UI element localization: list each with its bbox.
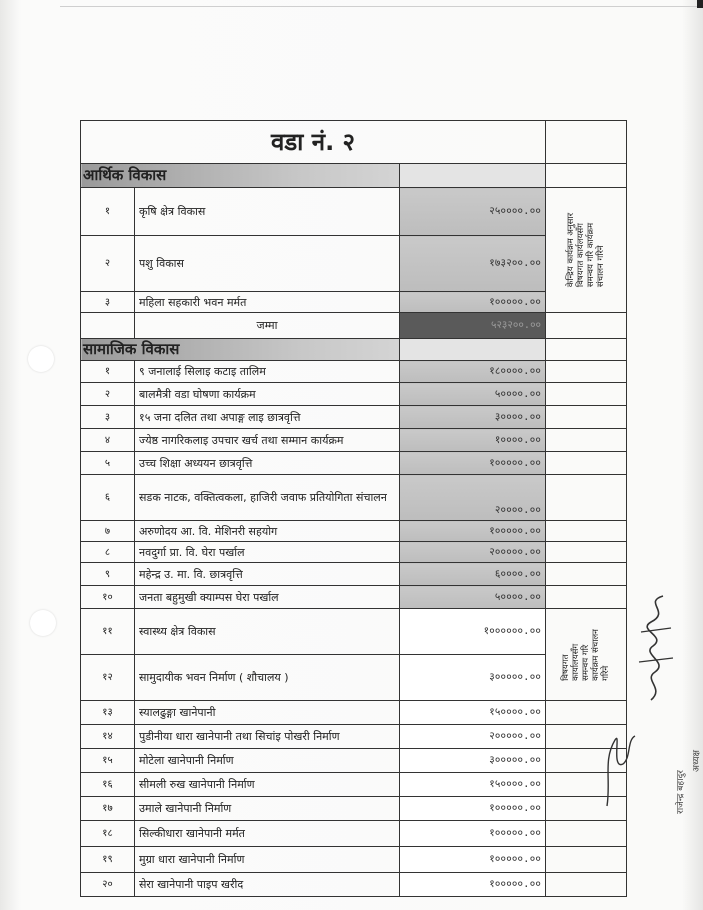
row-amount: १००००.०० [400, 429, 546, 452]
row-label: जनता बहुमुखी क्याम्पस घेरा पर्खाल [135, 586, 400, 609]
table-row [81, 383, 627, 406]
row-number: १७ [81, 797, 135, 821]
row-number: ६ [81, 475, 135, 521]
row-amount: २५००००.०० [400, 188, 546, 236]
table-row [81, 773, 627, 797]
row-amount: ५००००.०० [400, 586, 546, 609]
row-label: बालमैत्री वडा घोषणा कार्यक्रम [135, 383, 400, 406]
row-amount: १०००००.०० [400, 821, 546, 847]
row-label: सिल्कीधारा खानेपानी मर्मत [135, 821, 400, 847]
row-number: १० [81, 586, 135, 609]
row-label: स्वास्थ्य क्षेत्र विकास [135, 609, 400, 655]
row-amount: १०००००.०० [400, 873, 546, 897]
row-number: १३ [81, 701, 135, 725]
remark-economic: केन्द्रिय कार्यक्रम अनुसार विषयगत कार्यलयसँग समन्वय गरि कार्यक्रम संचालन गरिने [546, 188, 627, 313]
table-row [81, 452, 627, 475]
scan-corner-mark [697, 0, 703, 8]
row-label: स्यालढुङ्गा खानेपानी [135, 701, 400, 725]
stamp-signature [601, 720, 661, 810]
row-amount: १०००००.०० [400, 292, 546, 313]
row-number: १२ [81, 655, 135, 701]
page-title: वडा नं. २ [81, 121, 546, 164]
row-label: ९ जनालाई सिलाइ कटाइ तालिम [135, 361, 400, 383]
row-label: पशु विकास [135, 236, 400, 292]
row-amount: १५००००.०० [400, 773, 546, 797]
table-row [81, 406, 627, 429]
row-label: कृषि क्षेत्र विकास [135, 188, 400, 236]
row-amount: १०००००.०० [400, 797, 546, 821]
table-row [81, 873, 627, 897]
row-amount: १००००००.०० [400, 609, 546, 655]
row-amount: १०००००.०० [400, 847, 546, 873]
row-number: ९ [81, 563, 135, 586]
row-number: १९ [81, 847, 135, 873]
row-number: ११ [81, 609, 135, 655]
stamp-role: अध्यक्ष [692, 750, 702, 772]
table-row [81, 429, 627, 452]
row-number: २ [81, 236, 135, 292]
row-number: ४ [81, 429, 135, 452]
row-number: ३ [81, 292, 135, 313]
row-label: सामुदायीक भवन निर्माण ( शौचालय ) [135, 655, 400, 701]
section-header-row [81, 164, 627, 188]
total-label: जम्मा [135, 313, 400, 339]
table-row [81, 542, 627, 563]
row-number: १ [81, 361, 135, 383]
row-number: ३ [81, 406, 135, 429]
row-label: नवदुर्गा प्रा. वि. घेरा पर्खाल [135, 542, 400, 563]
row-label: सीमली रुख खानेपानी निर्माण [135, 773, 400, 797]
table-row [81, 797, 627, 821]
row-number: १५ [81, 749, 135, 773]
row-amount: २०००००.०० [400, 725, 546, 749]
row-amount: १७३२००.०० [400, 236, 546, 292]
row-number: १६ [81, 773, 135, 797]
table-row [81, 586, 627, 609]
row-amount: ६००००.०० [400, 563, 546, 586]
row-amount: १०००००.०० [400, 452, 546, 475]
row-number: ७ [81, 521, 135, 542]
row-amount: २०००००.०० [400, 542, 546, 563]
row-amount: ३०००००.०० [400, 655, 546, 701]
section-header-row [81, 339, 627, 361]
row-label: पुडीनीया धारा खानेपानी तथा सिचांइ पोखरी निर्माण [135, 725, 400, 749]
row-amount: ३०००००.०० [400, 749, 546, 773]
row-label: अरुणोदय आ. वि. मेशिनरी सहयोग [135, 521, 400, 542]
row-number: ८ [81, 542, 135, 563]
row-label: मोटेला खानेपानी निर्माण [135, 749, 400, 773]
scan-top-line [60, 6, 700, 7]
table-row [81, 361, 627, 383]
stamp-scribble [601, 720, 661, 810]
table-row [81, 475, 627, 521]
table-row [81, 749, 627, 773]
title-row-blank [546, 121, 627, 164]
row-label: सेरा खानेपानी पाइप खरीद [135, 873, 400, 897]
table-row [81, 847, 627, 873]
punch-hole-bottom [30, 610, 56, 636]
row-number: २ [81, 383, 135, 406]
row-amount: १०००००.०० [400, 521, 546, 542]
row-label: उच्च शिक्षा अध्ययन छात्रवृत्ति [135, 452, 400, 475]
row-label: १५ जना दलित तथा अपाङ्ग लाइ छात्रवृत्ति [135, 406, 400, 429]
section-heading-social: सामाजिक विकास [81, 339, 400, 361]
total-row [81, 313, 627, 339]
row-label: मुग्रा धारा खानेपानी निर्माण [135, 847, 400, 873]
row-label: सडक नाटक, वक्तित्वकला, हाजिरी जवाफ प्रतियोगिता संचालन [135, 475, 400, 521]
row-number: ५ [81, 452, 135, 475]
remark-social: विषयगत कार्यालयसँग समन्वय गरि कार्यक्रम संचालन गरिने [546, 609, 627, 701]
table-row [81, 609, 627, 655]
row-amount: ३००००.०० [400, 406, 546, 429]
row-number: २० [81, 873, 135, 897]
table-row [81, 821, 627, 847]
handwritten-signature [633, 592, 679, 712]
table-row [81, 563, 627, 586]
row-amount: १८००००.०० [400, 361, 546, 383]
table-row [81, 725, 627, 749]
table-row [81, 521, 627, 542]
row-amount: २००००.०० [400, 475, 546, 521]
row-amount: १५००००.०० [400, 701, 546, 725]
budget-table [80, 120, 627, 897]
title-row [81, 121, 627, 164]
row-label: महेन्द्र उ. मा. वि. छात्रवृत्ति [135, 563, 400, 586]
table-row [81, 701, 627, 725]
stamp-name: राजेन्द्र बहादुर [676, 770, 686, 814]
row-amount: ५००००.०० [400, 383, 546, 406]
row-label: ज्येष्ठ नागरिकलाइ उपचार खर्च तथा सम्मान कार्यक्रम [135, 429, 400, 452]
section-heading-economic: आर्थिक विकास [81, 164, 400, 188]
row-number: १८ [81, 821, 135, 847]
punch-hole-top [28, 346, 54, 372]
row-label: महिला सहकारी भवन मर्मत [135, 292, 400, 313]
row-number: १ [81, 188, 135, 236]
total-amount: ५२३२००.०० [400, 313, 546, 339]
row-number: १४ [81, 725, 135, 749]
row-label: उमाले खानेपानी निर्माण [135, 797, 400, 821]
table-row [81, 188, 627, 236]
